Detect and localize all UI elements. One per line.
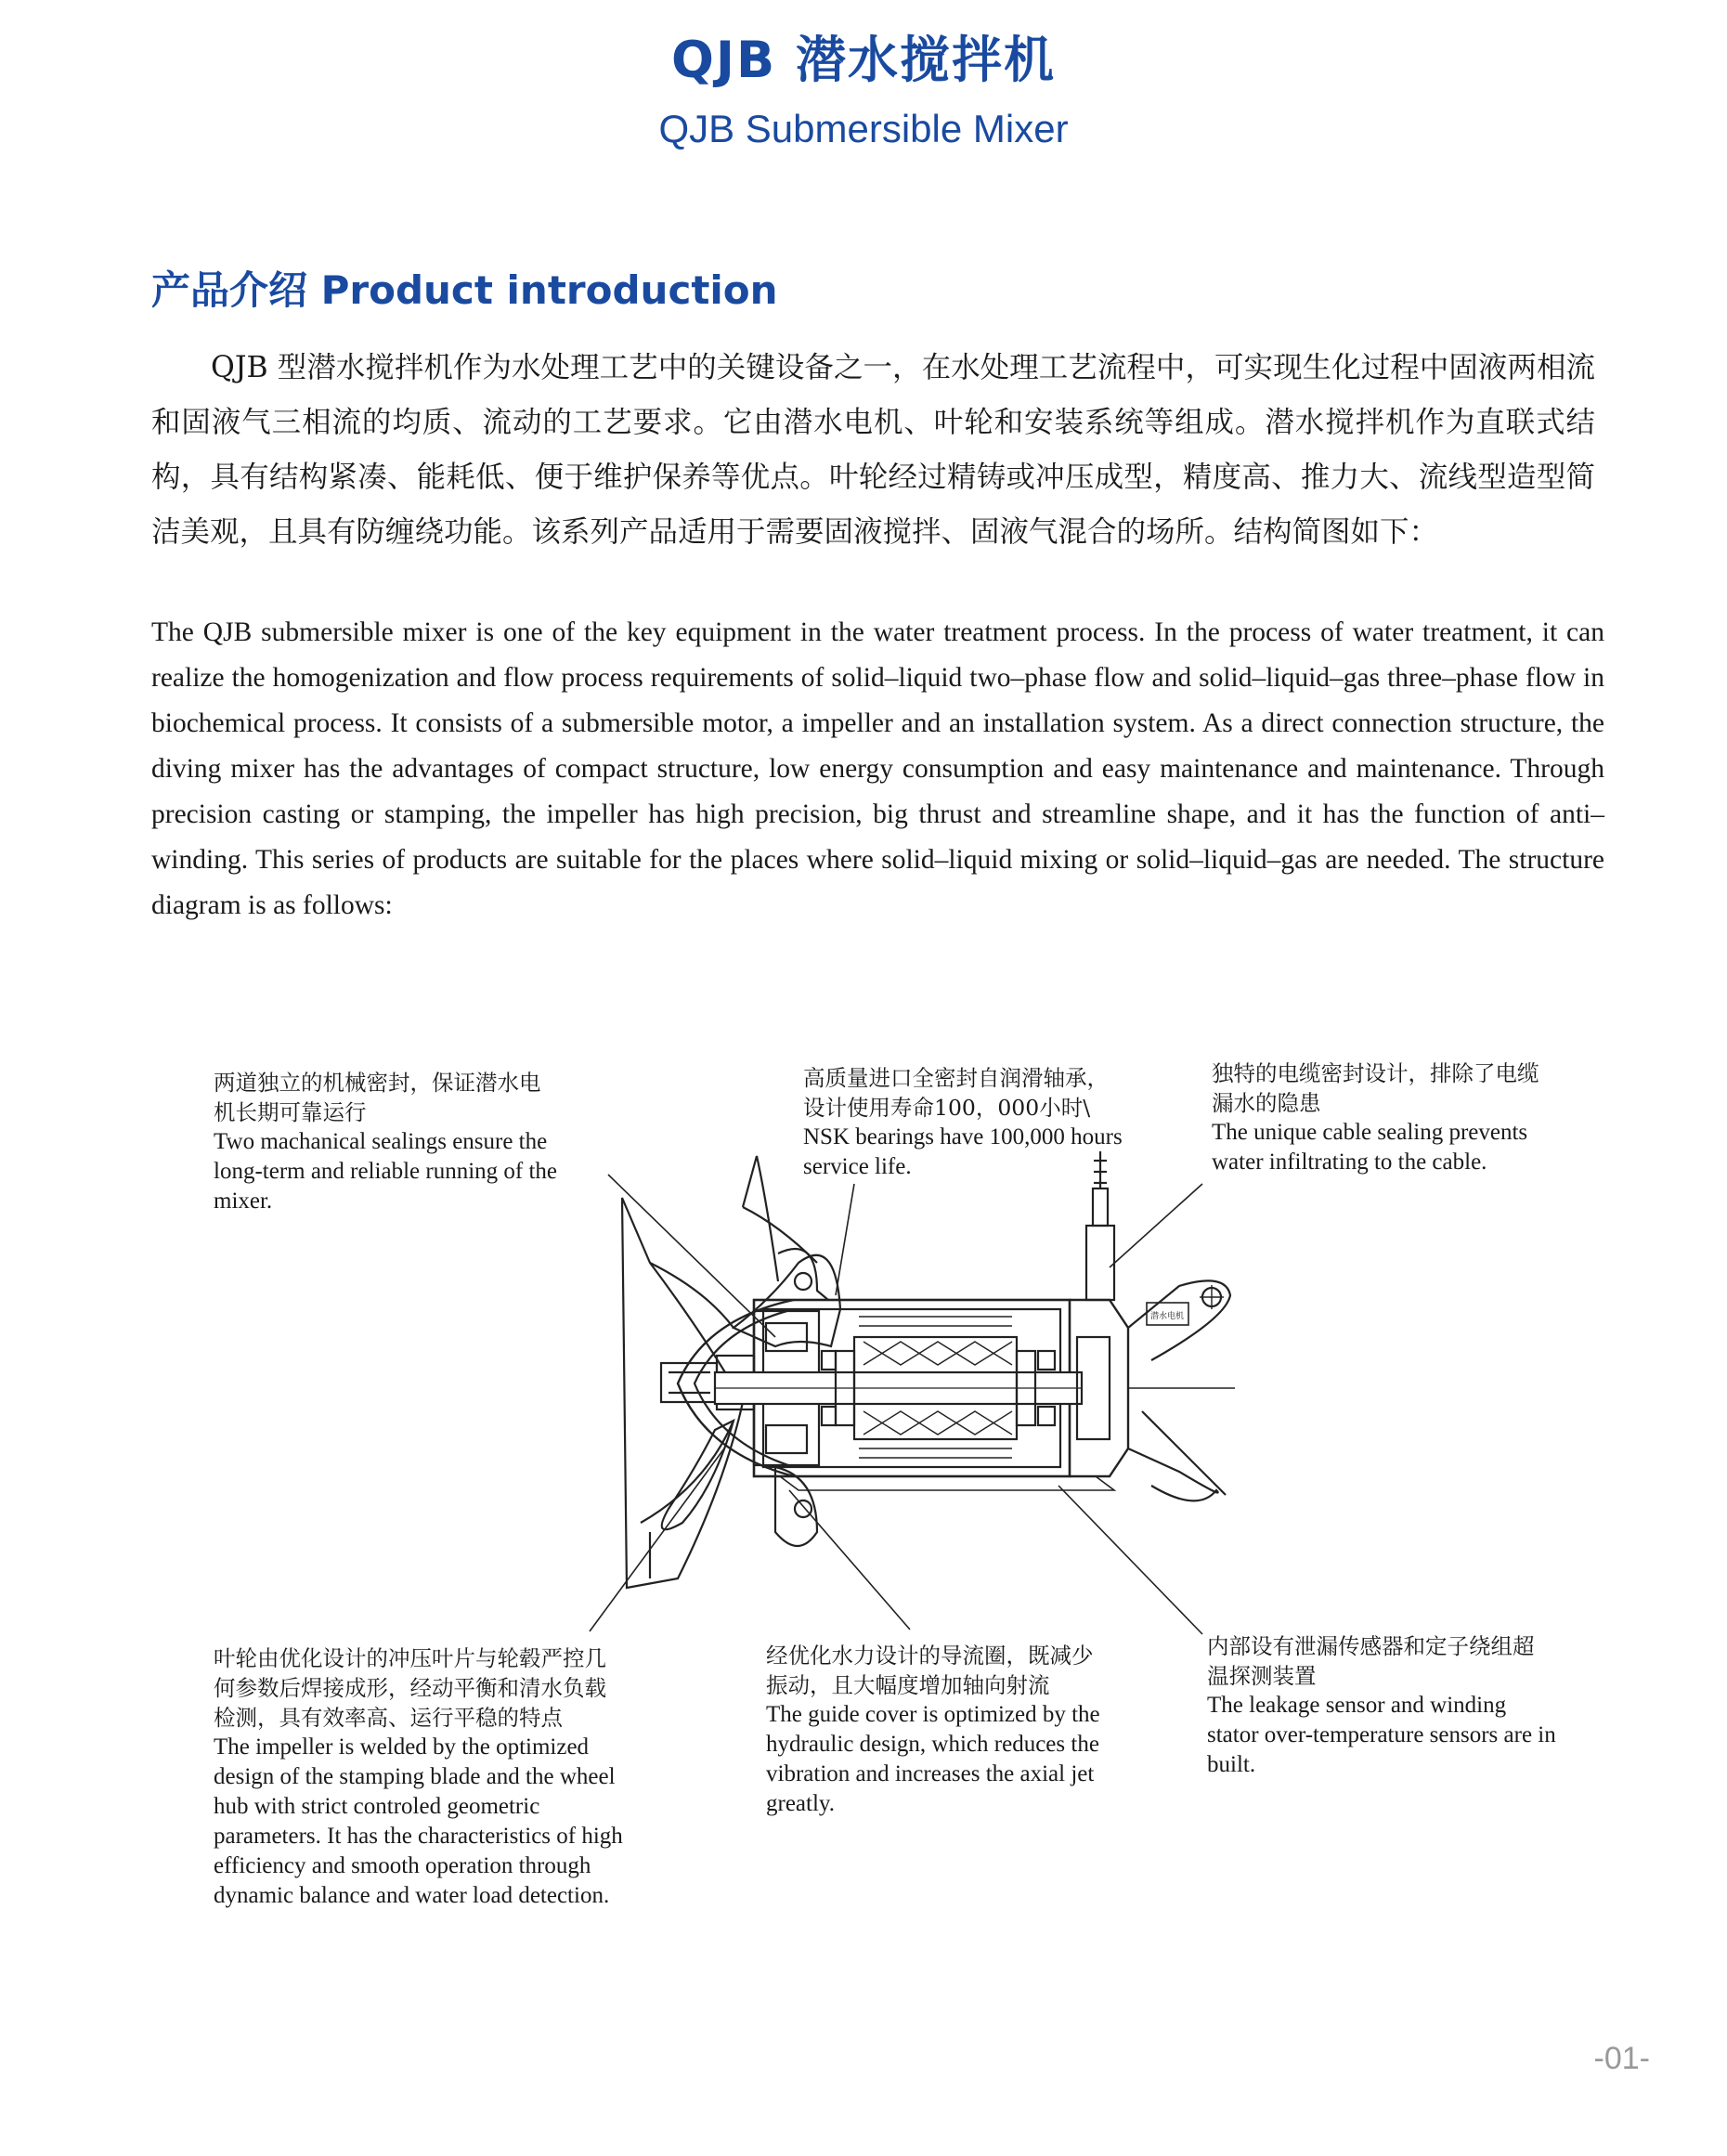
callout-sensors bbox=[1207, 1631, 1606, 1780]
callout-sensor-en: The leakage sensor and winding stator over-temperature sensors are in built. bbox=[1207, 1693, 1556, 1777]
page-number: -01- bbox=[1593, 2041, 1650, 2076]
page-subtitle: QJB Submersible Mixer bbox=[658, 107, 1069, 150]
callout-seal-cn: 两道独立的机械密封，保证潜水电 机长期可靠运行 bbox=[214, 1070, 541, 1125]
callout-bearing-cn: 高质量进口全密封自润滑轴承， 设计使用寿命100，000小时\ bbox=[803, 1065, 1109, 1121]
callout-cable-en: The unique cable sealing prevents water infiltrating to the cable. bbox=[1212, 1120, 1528, 1175]
callout-guide-en: The guide cover is optimized by the hydraulic design, which reduces the vibration and increases the axial jet greatly. bbox=[766, 1702, 1100, 1816]
callout-bearing-en: NSK bearings have 100,000 hours service life. bbox=[803, 1124, 1123, 1179]
callout-sensor-cn: 内部设有泄漏传感器和定子绕组超 温探测装置 bbox=[1207, 1633, 1535, 1689]
leader-line-impeller bbox=[590, 1448, 724, 1631]
callout-mechanical-seal bbox=[214, 1068, 604, 1216]
callout-guide-cn: 经优化水力设计的导流圈，既减少 振动，且大幅度增加轴向射流 bbox=[766, 1643, 1094, 1698]
intro-paragraph-cn: QJB 型潜水搅拌机作为水处理工艺中的关键设备之一，在水处理工艺流程中，可实现生化过程中固液两相流和固液气三相流的均质、流动的工艺要求。它由潜水电机、叶轮和安装系统等组成。潜水搅拌机作为直联式结构，具有结构紧凑、能耗低、便于维护保养等优点。叶轮经过精铸或冲压成型，精度高、推力大、流线型造型简洁美观，且具有防缠绕功能。该系列产品适用于需要固液搅拌、固液气混合的场所。结构简图如下： bbox=[151, 351, 1595, 549]
nameplate-label: 潜水电机 bbox=[1149, 1312, 1185, 1321]
leader-line-bearing bbox=[836, 1184, 854, 1295]
callout-impeller-cn: 叶轮由优化设计的冲压叶片与轮毂严控几 何参数后焊接成形，经动平衡和清水负载 检测，具有效率高、运行平稳的特点 bbox=[214, 1645, 606, 1731]
intro-paragraph-en: The QJB submersible mixer is one of the key equipment in the water treatment process. In the process of water treatment, it can realize the homogenization and flow process requirements of solid–liquid two–phase flow and solid–liquid–gas three–phase flow in biochemical process. It consists of a submersible motor, a impeller and an installation system. As a direct connection structure, the diving mixer has the advantages of compact structure, low energy consumption and easy maintenance and maintenance. Through precision casting or stamping, the impeller has high precision, big thrust and streamline shape, and it has the function of anti–winding. This series of products are suitable for the places where solid–liquid mixing or solid–liquid–gas are needed. The structure diagram is as follows: bbox=[151, 617, 1604, 920]
callout-guide-cover bbox=[766, 1641, 1156, 1819]
callout-impeller bbox=[214, 1643, 678, 1911]
leader-line-guide bbox=[789, 1490, 910, 1630]
leader-line-cable bbox=[1110, 1184, 1202, 1267]
callout-impeller-en: The impeller is welded by the optimized design of the stamping blade and the wheel hub with strict controled geometric parameters. It has the characteristics of high efficiency and smooth operation through dynamic balance and water load detection. bbox=[214, 1734, 623, 1908]
callout-cable-cn: 独特的电缆密封设计，排除了电缆 漏水的隐患 bbox=[1212, 1060, 1539, 1116]
callout-bearing bbox=[803, 1063, 1193, 1182]
leader-line-sensor bbox=[1058, 1486, 1202, 1634]
section-heading: 产品介绍 Product introduction bbox=[151, 267, 778, 313]
callout-seal-en: Two machanical sealings ensure the long-term and reliable running of the mixer. bbox=[214, 1129, 558, 1214]
page-title: QJB 潜水搅拌机 bbox=[671, 31, 1056, 89]
callout-cable-seal bbox=[1212, 1059, 1602, 1177]
